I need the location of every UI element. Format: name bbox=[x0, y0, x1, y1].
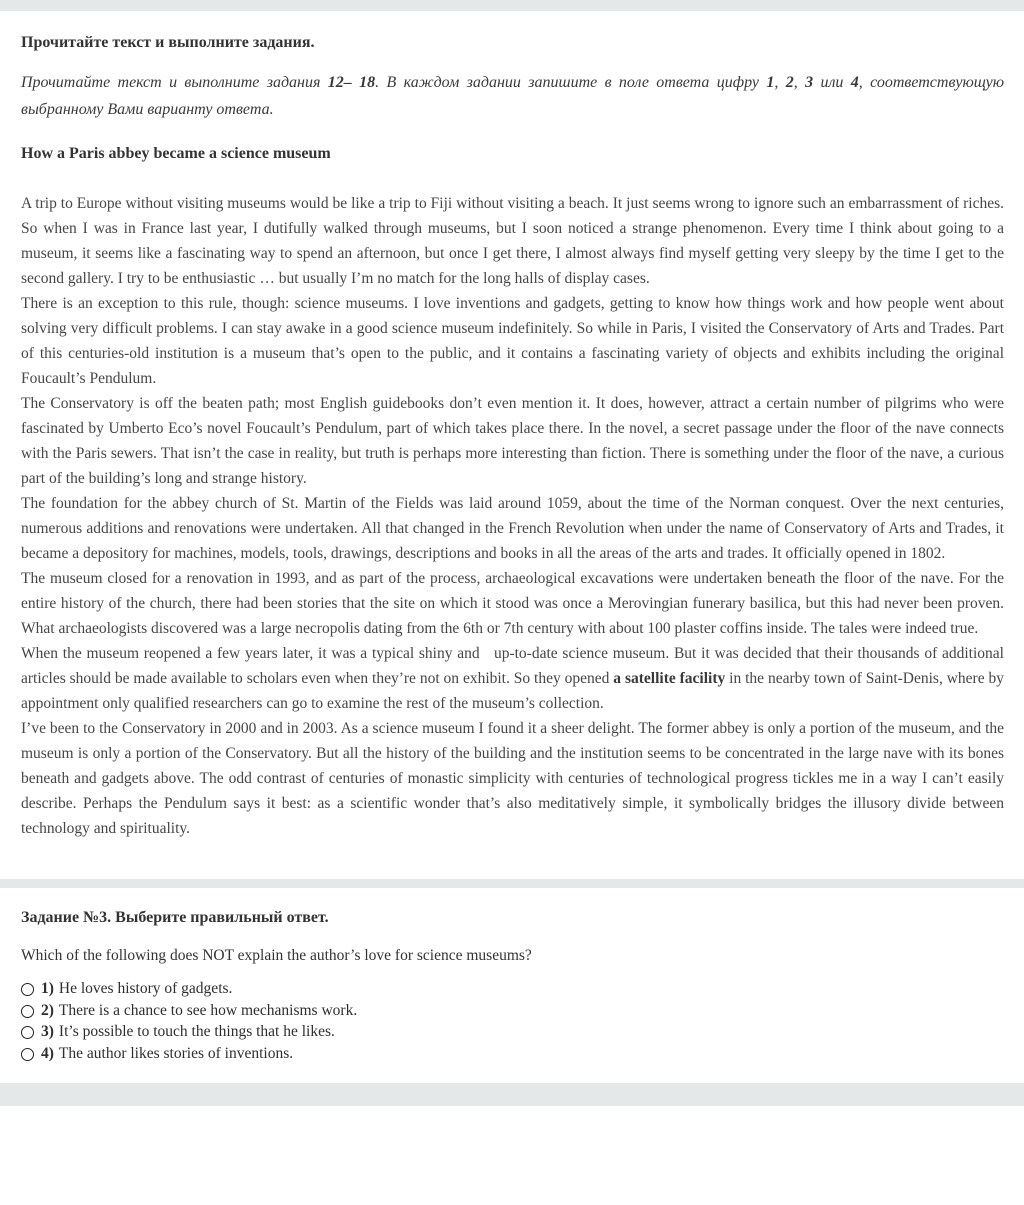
article-paragraph bbox=[21, 291, 1004, 391]
answer-option-1[interactable] bbox=[21, 978, 1004, 1000]
radio-button-icon[interactable] bbox=[21, 1005, 34, 1018]
article-paragraph bbox=[21, 716, 1004, 841]
text-run: , bbox=[774, 74, 786, 91]
article-paragraph bbox=[21, 641, 1004, 716]
bold-run: 2 bbox=[785, 74, 794, 91]
option-label: It’s possible to touch the things that he likes. bbox=[58, 1023, 335, 1040]
section-divider bbox=[0, 879, 1024, 888]
top-divider bbox=[0, 0, 1024, 11]
text-run: When the museum reopened a few years later, it was a typical shiny and up-to-date science museum. But it was decided that their thousands of additional articles should be made available to scholars even when they’re not on exhibit. So they opened bbox=[21, 645, 1004, 687]
text-run: A trip to Europe without visiting museums would be like a trip to Fiji without visiting a beach. It just seems wrong to ignore such an embarrassment of riches. So when I was in France last year, I dutifully walked through museums, but I soon noticed a strange phenomenon. Every time I think about going to a museum, it seems like a fascinating way to spend an afternoon, but once I get there, I almost always find myself getting very sleepy by the time I get to the second gallery. I try to be enthusiastic … but usually I’m no match for the long halls of display cases. bbox=[21, 195, 1004, 287]
text-run: , bbox=[793, 74, 806, 91]
text-run: in the nearby town of Saint-Denis, where by appointment only qualified researchers can go to examine the rest of the museum’s collection. bbox=[21, 670, 1004, 712]
article-paragraph bbox=[21, 391, 1004, 491]
article-title: How a Paris abbey became a science museum bbox=[21, 145, 331, 162]
bottom-divider bbox=[0, 1083, 1024, 1106]
answer-option-4[interactable] bbox=[21, 1043, 1004, 1065]
task-section bbox=[0, 908, 1024, 1064]
text-run: There is an exception to this rule, though: science museums. I love inventions and gadgets, getting to know how things work and how people went about solving very difficult problems. I can stay awake in a good science museum indefinitely. So while in Paris, I visited the Conservatory of Arts and Trades. Part of this centuries-old institution is a museum that’s open to the public, and it contains a fascinating variety of objects and exhibits including the original Foucault’s Pendulum. bbox=[21, 295, 1004, 387]
bold-run: 12– 18 bbox=[327, 74, 376, 91]
bold-run: 3 bbox=[805, 74, 814, 91]
text-run: The foundation for the abbey church of St. Martin of the Fields was laid around 1059, about the time of the Norman conquest. Over the next centuries, numerous additions and renovations were undertaken. All that changed in the French Revolution when under the name of Conservatory of Arts and Trades, it became a depository for machines, models, tools, drawings, descriptions and books in all the areas of the arts and trades. It officially opened in 1802. bbox=[21, 495, 1004, 562]
article-paragraph bbox=[21, 566, 1004, 641]
text-run: The museum closed for a renovation in 1993, and as part of the process, archaeological excavations were undertaken beneath the floor of the nave. For the entire history of the church, there had been stories that the site on which it stood was once a Merovingian funerary basilica, but this had never been proven. What archaeologists discovered was a large necropolis dating from the 6th or 7th century with about 100 plaster coffins inside. The tales were indeed true. bbox=[21, 570, 1004, 637]
text-run: . В каждом задании запишите в поле ответа цифру bbox=[375, 74, 767, 91]
option-number: 4) bbox=[41, 1044, 54, 1062]
bold-run: a satellite facility bbox=[613, 670, 726, 687]
text-run: I’ve been to the Conservatory in 2000 and in 2003. As a science museum I found it a sheer delight. The former abbey is only a portion of the museum, and the museum is only a portion of the Conservatory. But all the history of the building and the institution seems to be concentrated in the large nave with its bones beneath and gadgets above. The odd contrast of centuries of monastic simplicity with centuries of technological progress tickles me in a way I can’t easily describe. Perhaps the Pendulum says it best: as a scientific wonder that’s also meditatively simple, it symbolically bridges the illusory divide between technology and spirituality. bbox=[21, 720, 1004, 837]
option-label: He loves history of gadgets. bbox=[58, 980, 233, 997]
text-run: или bbox=[813, 74, 851, 91]
instructions-heading: Прочитайте текст и выполните задания. bbox=[21, 34, 315, 51]
answer-option-3[interactable] bbox=[21, 1021, 1004, 1043]
radio-button-icon[interactable] bbox=[21, 1026, 34, 1039]
option-number: 3) bbox=[41, 1023, 54, 1040]
bold-run: 4 bbox=[850, 74, 859, 91]
answer-option-2[interactable] bbox=[21, 1000, 1004, 1022]
article-paragraph bbox=[21, 491, 1004, 566]
task-heading: Задание №3. Выберите правильный ответ. bbox=[21, 909, 329, 926]
radio-button-icon[interactable] bbox=[21, 983, 34, 996]
article-body bbox=[21, 191, 1004, 841]
reading-section bbox=[0, 32, 1024, 841]
option-label: There is a chance to see how mechanisms work. bbox=[58, 1001, 358, 1019]
article-paragraph bbox=[21, 191, 1004, 291]
instructions-text bbox=[21, 69, 1004, 123]
text-run: Прочитайте текст и выполните задания bbox=[21, 74, 328, 91]
question-text: Which of the following does NOT explain the author’s love for science museums? bbox=[21, 947, 532, 964]
options-list bbox=[21, 978, 1004, 1064]
option-number: 2) bbox=[41, 1001, 54, 1019]
radio-button-icon[interactable] bbox=[21, 1048, 34, 1061]
option-number: 1) bbox=[41, 980, 54, 997]
text-run: , соответствующую выбранному Вами варианту ответа. bbox=[21, 74, 1005, 118]
text-run: The Conservatory is off the beaten path; most English guidebooks don’t even mention it. It does, however, attract a certain number of pilgrims who were fascinated by Umberto Eco’s novel Foucault’s Pendulum, part of which takes place there. In the novel, a secret passage under the floor of the nave connects with the Paris sewers. That isn’t the case in reality, but truth is perhaps more interesting than fiction. There is something under the floor of the nave, a curious part of the building’s long and strange history. bbox=[21, 395, 1004, 487]
bold-run: 1 bbox=[766, 74, 775, 91]
option-label: The author likes stories of inventions. bbox=[58, 1044, 294, 1062]
